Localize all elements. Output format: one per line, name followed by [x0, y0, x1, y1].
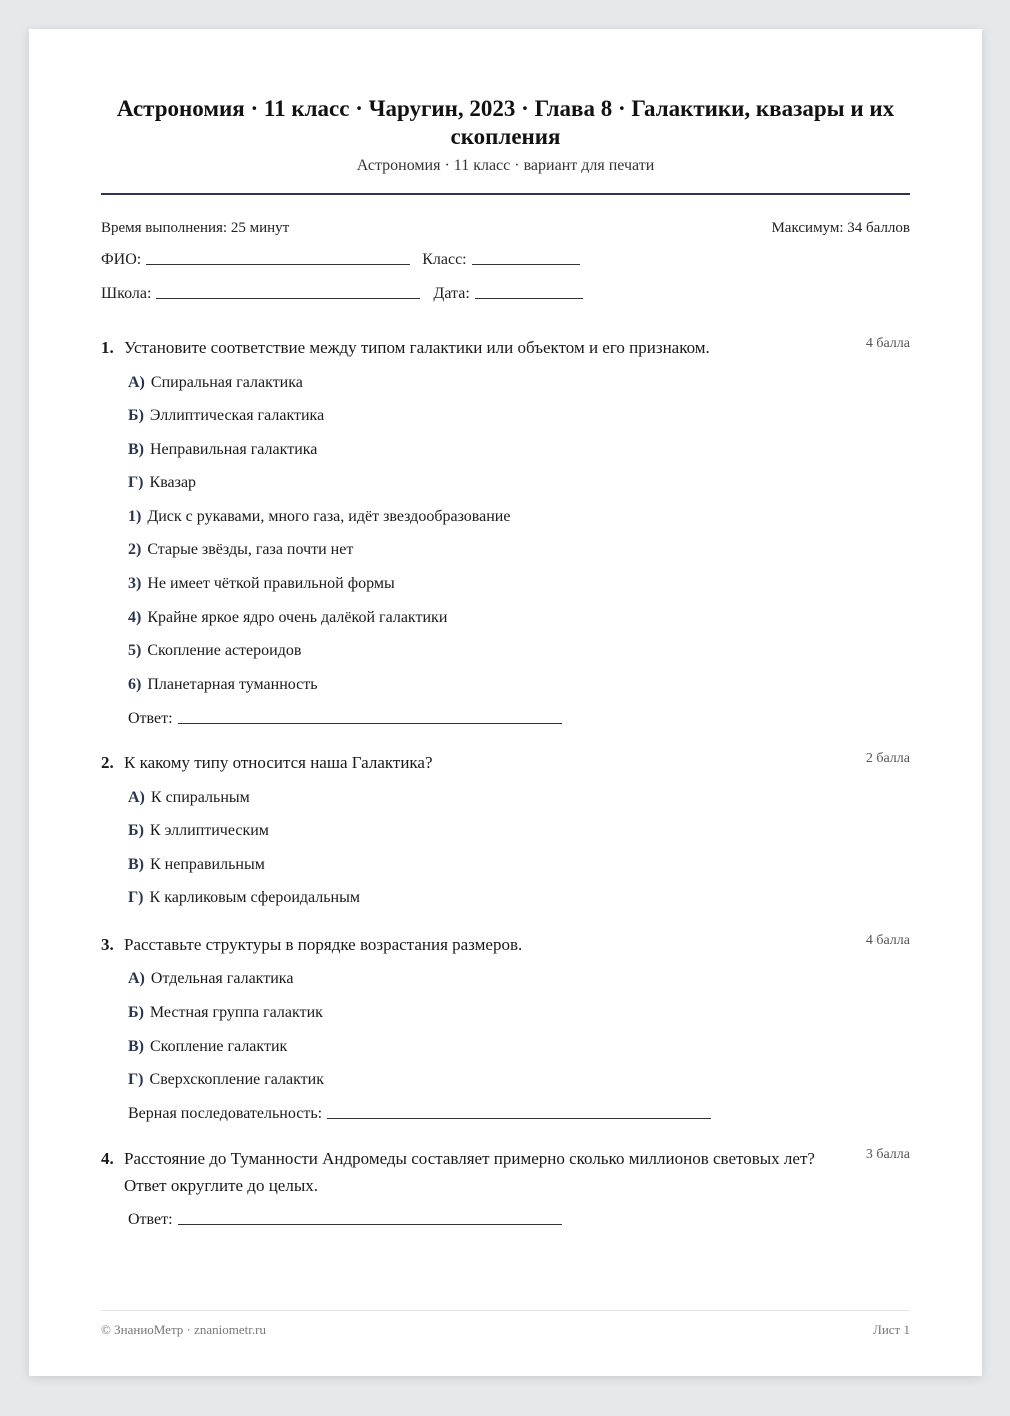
question-points: 4 балла [865, 336, 910, 351]
school-date-row [101, 285, 583, 303]
question-3-header [101, 931, 910, 958]
question-points: 4 балла [865, 933, 910, 948]
question-points: 3 балла [865, 1147, 910, 1162]
answer-row [128, 710, 562, 728]
question-text: Расставьте структуры в порядке возрастания размеров. [124, 935, 523, 954]
class-label: Класс: [422, 251, 467, 268]
option-item: 5) Скопление астероидов [128, 642, 302, 659]
answer-label: Ответ: [128, 710, 173, 727]
answer-input-line[interactable] [327, 1117, 711, 1119]
question-4 [101, 1145, 910, 1228]
answer-row [128, 1211, 562, 1229]
time-limit: Время выполнения: 25 минут [101, 220, 290, 236]
answer-input-line[interactable] [178, 1223, 562, 1225]
question-1-header [101, 334, 910, 361]
option-item: Г) Квазар [128, 474, 197, 491]
option-item: А) К спиральным [128, 789, 250, 806]
school-input-line[interactable] [156, 297, 420, 299]
school-label: Школа: [101, 285, 152, 302]
page-subtitle: Астрономия · 11 класс · вариант для печати [356, 157, 655, 174]
fio-class-row [101, 251, 580, 269]
option-item: Г) Сверхскопление галактик [128, 1071, 325, 1088]
date-label: Дата: [433, 285, 470, 302]
question-text: Установите соответствие между типом галактики или объектом и его признаком. [124, 338, 710, 357]
question-number: 4. [101, 1149, 114, 1168]
question-number: 2. [101, 753, 114, 772]
option-item: В) Скопление галактик [128, 1038, 288, 1055]
question-4-header [101, 1145, 910, 1199]
question-points: 2 балла [865, 751, 910, 766]
option-item: Б) Эллиптическая галактика [128, 407, 325, 424]
answer-row [128, 1105, 711, 1123]
option-item: Г) К карликовым сфероидальным [128, 889, 360, 906]
date-input-line[interactable] [475, 297, 583, 299]
answer-label: Ответ: [128, 1211, 173, 1228]
option-item: А) Спиральная галактика [128, 374, 303, 391]
footer-copyright: © ЗнаниоМетр · znaniometr.ru [101, 1322, 266, 1337]
worksheet-page [29, 29, 982, 1376]
question-text: Расстояние до Туманности Андромеды составляет примерно сколько миллионов световых лет? Ответ округлите до целых. [124, 1149, 815, 1195]
option-item: В) Неправильная галактика [128, 441, 318, 458]
question-text: К какому типу относится наша Галактика? [124, 753, 433, 772]
option-item: А) Отдельная галактика [128, 970, 294, 987]
page-title: Астрономия · 11 класс · Чаругин, 2023 · Глава 8 · Галактики, квазары и их скопления [116, 96, 895, 149]
fio-input-line[interactable] [146, 263, 410, 265]
footer-divider [101, 1310, 910, 1311]
option-item: 1) Диск с рукавами, много газа, идёт звездообразование [128, 508, 511, 525]
max-score: Максимум: 34 баллов [771, 220, 910, 236]
page-number: Лист 1 [873, 1322, 910, 1337]
question-number: 3. [101, 935, 114, 954]
option-item: Б) Местная группа галактик [128, 1004, 323, 1021]
option-item: 6) Планетарная туманность [128, 676, 318, 693]
question-3 [101, 931, 910, 1122]
question-2 [101, 749, 910, 906]
question-1 [101, 334, 910, 727]
fio-label: ФИО: [101, 251, 142, 268]
option-item: Б) К эллиптическим [128, 822, 269, 839]
option-item: В) К неправильным [128, 856, 265, 873]
class-input-line[interactable] [472, 263, 580, 265]
sequence-label: Верная последовательность: [128, 1105, 323, 1122]
question-number: 1. [101, 338, 114, 357]
option-item: 3) Не имеет чёткой правильной формы [128, 575, 395, 592]
option-item: 4) Крайне яркое ядро очень далёкой галактики [128, 609, 448, 626]
question-2-header [101, 749, 910, 776]
option-item: 2) Старые звёзды, газа почти нет [128, 541, 354, 558]
header-divider [101, 193, 910, 195]
answer-input-line[interactable] [178, 722, 562, 724]
